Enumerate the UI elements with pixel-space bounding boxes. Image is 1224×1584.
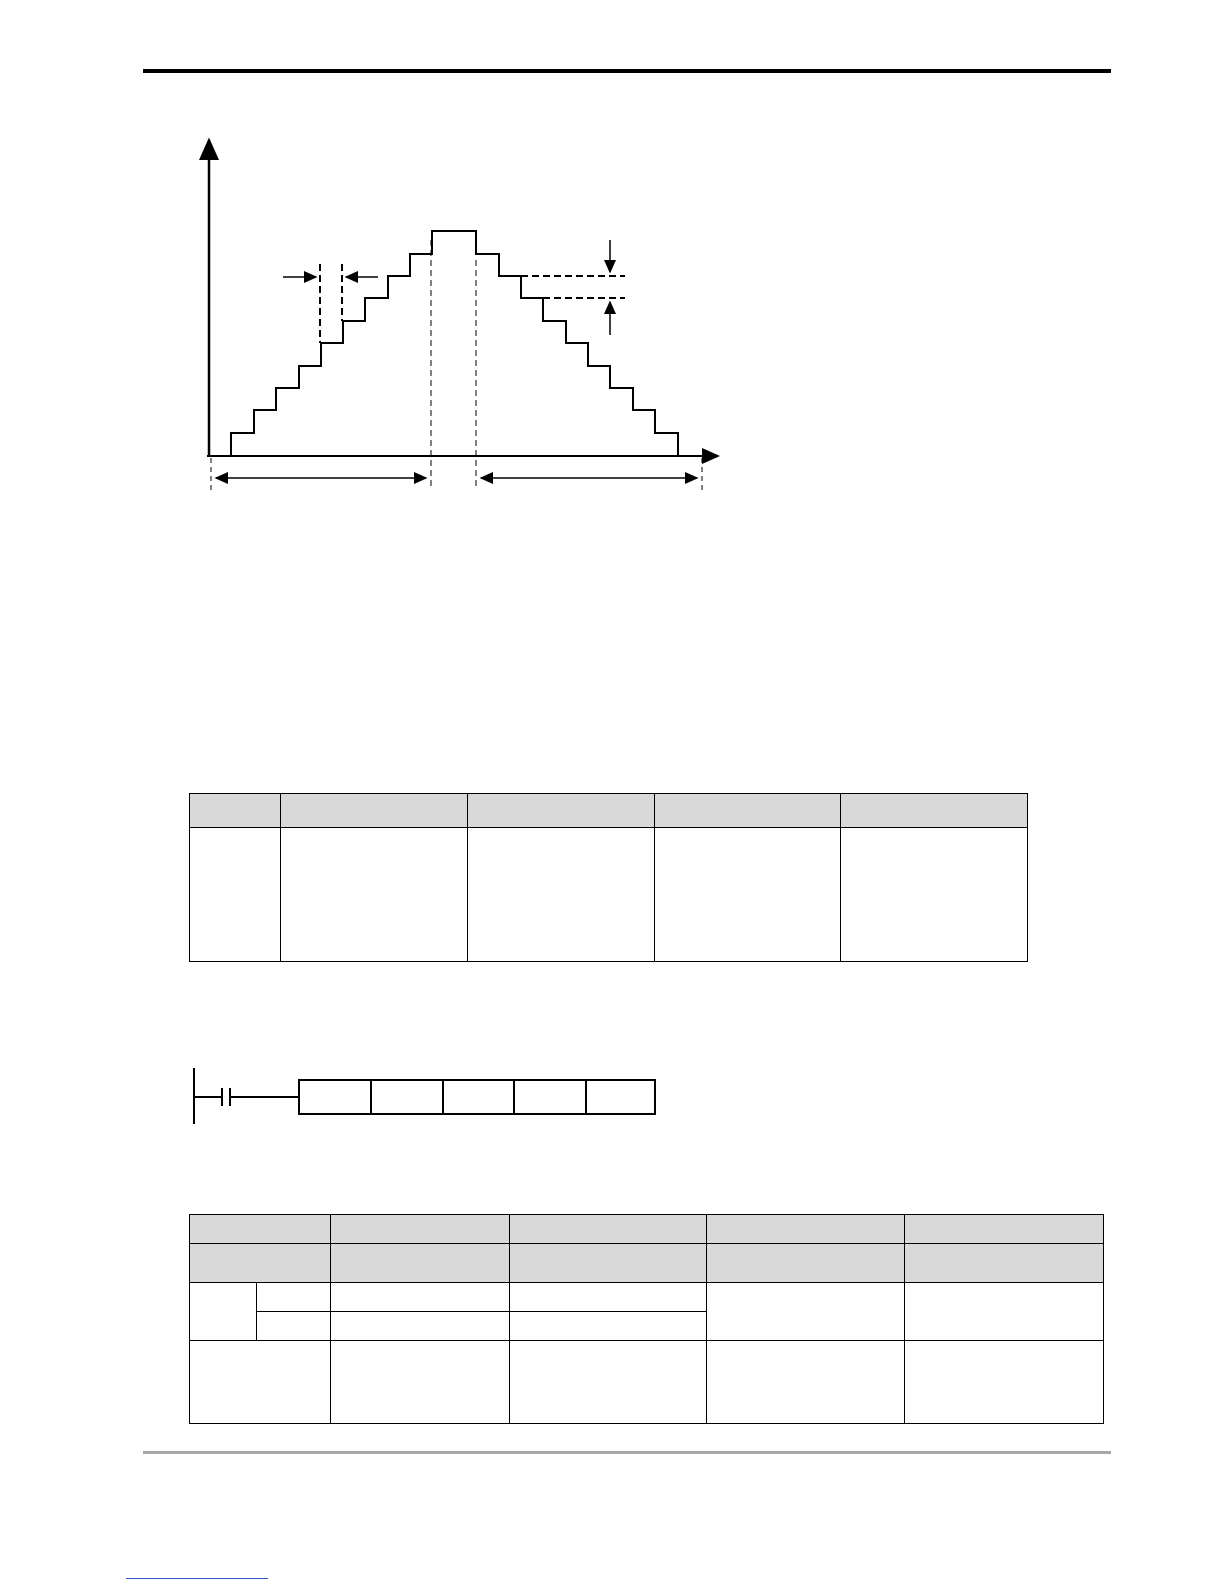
device-cell (510, 1312, 707, 1341)
device-table-row (190, 1244, 1104, 1283)
device-cell (510, 1341, 707, 1424)
device-cell (190, 1244, 331, 1283)
format-table-header-row (190, 794, 1028, 828)
device-cell (257, 1283, 331, 1312)
format-header-cell (281, 794, 468, 828)
device-cell (331, 1283, 510, 1312)
format-body-cell (655, 828, 841, 962)
device-cell (331, 1215, 510, 1244)
instruction-box (298, 1079, 656, 1115)
device-cell (905, 1341, 1104, 1424)
device-cell (331, 1312, 510, 1341)
format-body-cell (468, 828, 655, 962)
device-cell (190, 1283, 257, 1341)
device-cell (190, 1215, 331, 1244)
operand-box (442, 1081, 514, 1113)
format-body-cell (190, 828, 281, 962)
operand-box (513, 1081, 585, 1113)
device-cell (905, 1215, 1104, 1244)
format-body-cell (281, 828, 468, 962)
format-header-cell (655, 794, 841, 828)
device-cell (331, 1341, 510, 1424)
device-cell (707, 1341, 905, 1424)
device-cell (257, 1312, 331, 1341)
footer-rule (143, 1451, 1111, 1454)
device-cell (905, 1244, 1104, 1283)
device-cell (707, 1283, 905, 1341)
format-body-cell (841, 828, 1028, 962)
device-cell (707, 1244, 905, 1283)
staircase-profile (209, 231, 678, 456)
operand-box (585, 1081, 657, 1113)
device-table-row (190, 1341, 1104, 1424)
operand-box (370, 1081, 442, 1113)
device-cell (190, 1341, 331, 1424)
device-cell (905, 1283, 1104, 1341)
format-header-cell (468, 794, 655, 828)
footer-link-underline[interactable] (126, 1578, 268, 1579)
operand-box (300, 1081, 370, 1113)
format-table-body-row (190, 828, 1028, 962)
device-cell (707, 1215, 905, 1244)
format-table (189, 793, 1028, 962)
device-table-row (190, 1215, 1104, 1244)
device-table (189, 1214, 1104, 1424)
device-table-row (190, 1283, 1104, 1312)
device-cell (331, 1244, 510, 1283)
format-header-cell (841, 794, 1028, 828)
device-cell (510, 1283, 707, 1312)
device-cell (510, 1244, 707, 1283)
format-header-cell (190, 794, 281, 828)
device-cell (510, 1215, 707, 1244)
